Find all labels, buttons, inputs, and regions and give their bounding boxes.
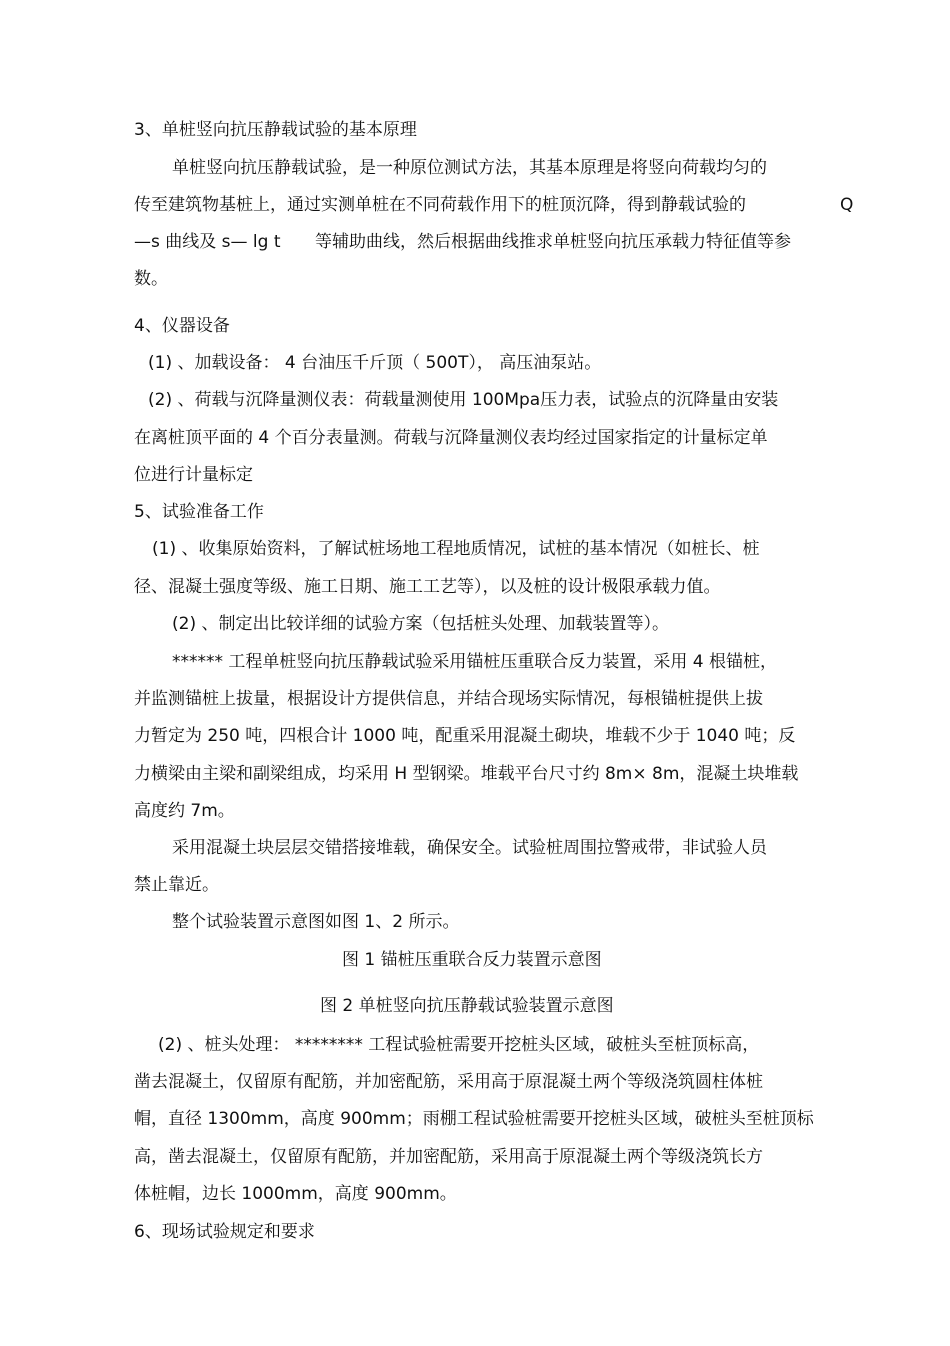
list-item: (2) 、制定出比较详细的试验方案（包括桩头处理、加载装置等）。 (172, 614, 669, 634)
paragraph-line: 径、混凝土强度等级、施工日期、施工工艺等），以及桩的设计极限承载力值。 (134, 577, 721, 597)
paragraph-line: 数。 (134, 269, 168, 289)
paragraph-line: 传至建筑物基桩上，通过实测单桩在不同荷载作用下的桩顶沉降，得到静载试验的 (134, 195, 746, 215)
paragraph-line: 并监测锚桩上拔量，根据设计方提供信息，并结合现场实际情况，每根锚桩提供上拔 (134, 689, 763, 709)
figure-caption: 图 1 锚桩压重联合反力装置示意图 (342, 950, 602, 970)
paragraph-line: 整个试验装置示意图如图 1、2 所示。 (172, 912, 460, 932)
paragraph-line: 高，凿去混凝土，仅留原有配筋，并加密配筋，采用高于原混凝土两个等级浇筑长方 (134, 1147, 763, 1167)
section-heading-6: 6、现场试验规定和要求 (134, 1222, 315, 1242)
paragraph-line: 单桩竖向抗压静载试验，是一种原位测试方法，其基本原理是将竖向荷载均匀的 (172, 158, 767, 178)
paragraph-line: 禁止靠近。 (134, 875, 219, 895)
paragraph-line: 凿去混凝土，仅留原有配筋，并加密配筋，采用高于原混凝土两个等级浇筑圆柱体桩 (134, 1072, 763, 1092)
paragraph-line: 位进行计量标定 (134, 465, 253, 485)
paragraph-line: 采用混凝土块层层交错搭接堆载，确保安全。试验桩周围拉警戒带，非试验人员 (172, 838, 767, 858)
paragraph-line: 等辅助曲线，然后根据曲线推求单桩竖向抗压承载力特征值等参 (315, 232, 791, 252)
paragraph-line: 力暂定为 250 吨，四根合计 1000 吨，配重采用混凝土砌块，堆载不少于 1040 吨；反 (134, 726, 796, 746)
paragraph-line: 帽，直径 1300mm，高度 900mm；雨棚工程试验桩需要开挖桩头区域，破桩头至桩顶标 (134, 1109, 814, 1129)
paragraph-line: ****** 工程单桩竖向抗压静载试验采用锚桩压重联合反力装置，采用 4 根锚桩， (172, 652, 778, 672)
paragraph-line: 在离桩顶平面的 4 个百分表量测。荷载与沉降量测仪表均经过国家指定的计量标定单 (134, 428, 768, 448)
figure-caption: 图 2 单桩竖向抗压静载试验装置示意图 (320, 996, 614, 1016)
paragraph-line: Q (840, 195, 854, 215)
paragraph-line: 力横梁由主梁和副梁组成，均采用 H 型钢梁。堆载平台尺寸约 8m× 8m，混凝土块堆载 (134, 764, 799, 784)
section-heading-4: 4、仪器设备 (134, 316, 230, 336)
list-item: (1) 、收集原始资料，了解试桩场地工程地质情况，试桩的基本情况（如桩长、桩 (152, 539, 760, 559)
list-item: (2) 、桩头处理： ******** 工程试验桩需要开挖桩头区域，破桩头至桩顶标高， (158, 1035, 760, 1055)
paragraph-line: 体桩帽，边长 1000mm，高度 900mm。 (134, 1184, 457, 1204)
list-item: (1) 、加载设备： 4 台油压千斤顶（ 500T）， 高压油泵站。 (148, 353, 602, 373)
list-item: (2) 、荷载与沉降量测仪表：荷载量测使用 100Mpa压力表，试验点的沉降量由安装 (148, 390, 779, 410)
paragraph-line: —s 曲线及 s— lg t (134, 232, 281, 252)
section-heading-3: 3、单桩竖向抗压静载试验的基本原理 (134, 120, 417, 140)
paragraph-line: 高度约 7m。 (134, 801, 235, 821)
section-heading-5: 5、试验准备工作 (134, 502, 264, 522)
